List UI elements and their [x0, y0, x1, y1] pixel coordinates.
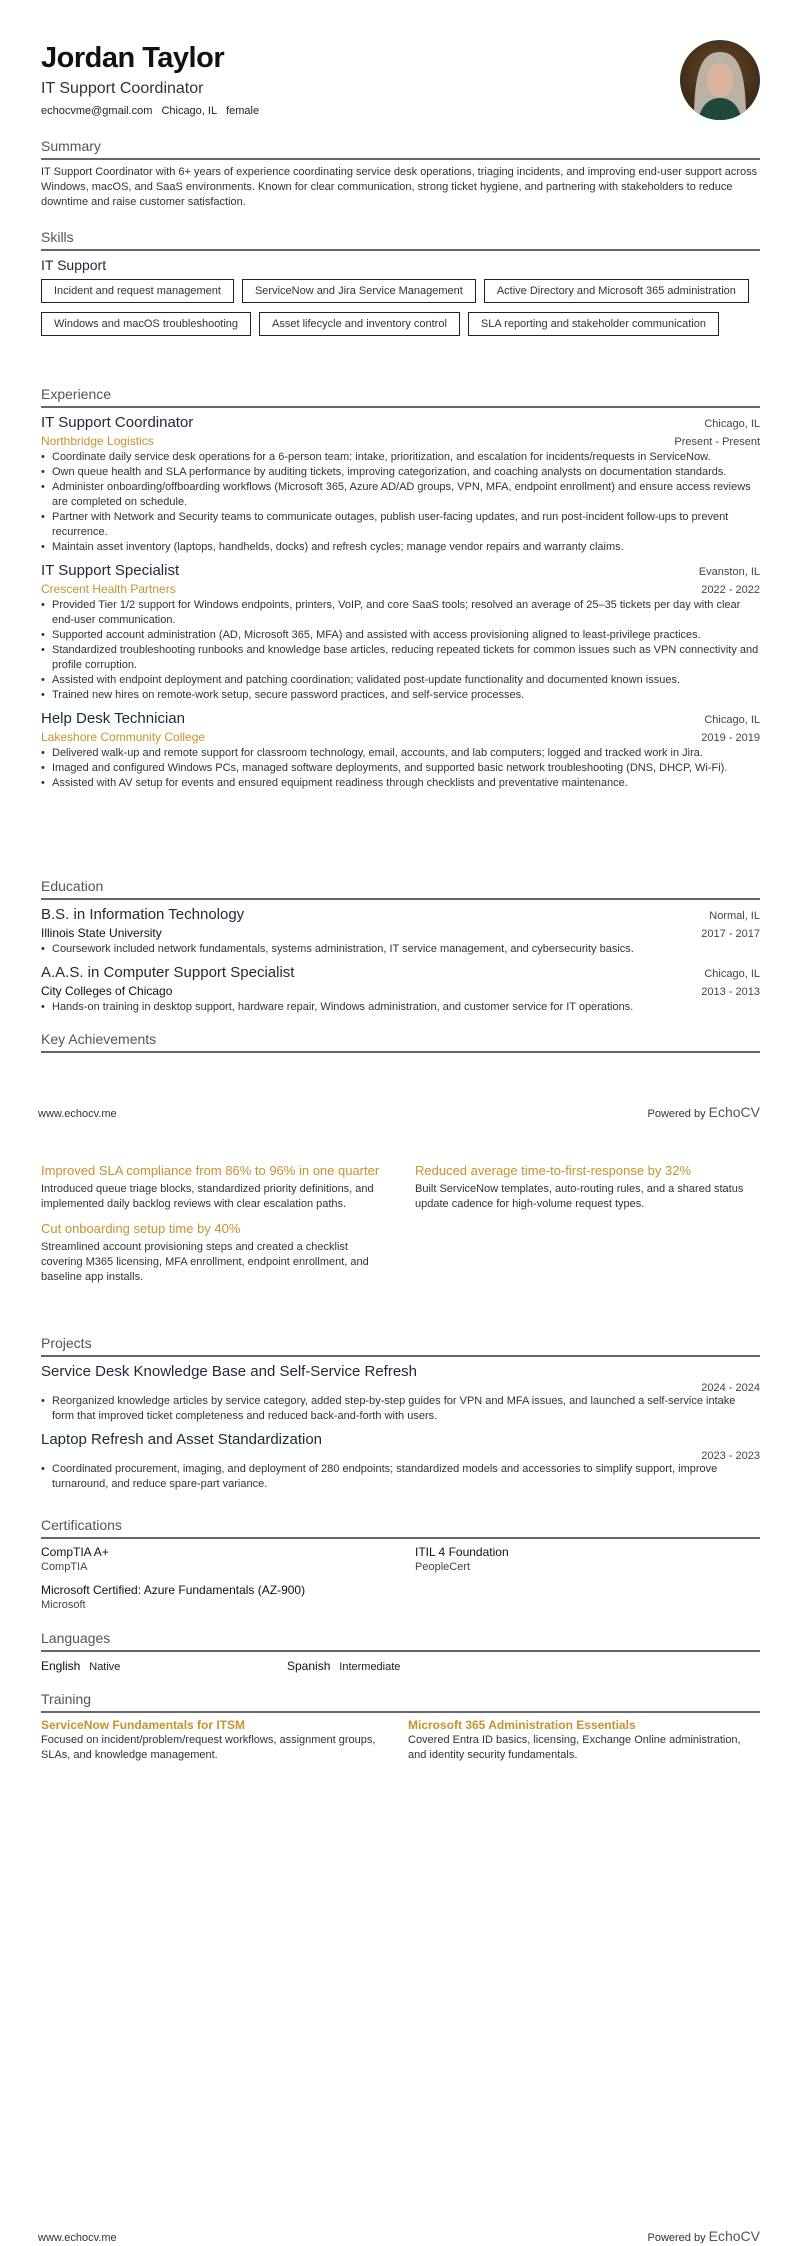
section-heading: Projects — [41, 1334, 760, 1357]
powered-by: Powered by EchoCV — [647, 2228, 760, 2244]
bullet: • Assisted with endpoint deployment and patching coordination; validated post-update functionality and documented known issues. — [41, 673, 760, 688]
skill-chip: ServiceNow and Jira Service Management — [242, 279, 476, 303]
section-heading: Education — [41, 877, 760, 900]
cert-issuer: CompTIA — [41, 1561, 88, 1573]
candidate-name: Jordan Taylor — [41, 42, 225, 74]
job-title: Help Desk Technician — [41, 710, 185, 727]
contact-info — [41, 105, 760, 117]
echocv-logo[interactable]: EchoCV — [708, 2228, 760, 2244]
language-name: English — [41, 1659, 81, 1673]
profile-photo — [680, 40, 760, 120]
summary-text: IT Support Coordinator with 6+ years of experience coordinating service desk operations, triaging incidents, and improving end-user support across Windows, macOS, and SaaS environments. Known for clear communication, strong ticket hygiene, and partnering with stakeholders to reduce downtime and raise customer satisfaction. — [41, 166, 758, 208]
job-entry — [41, 413, 760, 555]
resume-header — [41, 41, 760, 117]
experience-section — [41, 385, 760, 797]
page-footer — [38, 1104, 760, 1120]
training-text: Covered Entra ID basics, licensing, Exchange Online administration, and identity security fundamentals. — [408, 1734, 741, 1761]
section-heading: Summary — [41, 137, 760, 160]
project-dates: 2023 - 2023 — [701, 1450, 760, 1462]
certification-item — [415, 1544, 760, 1582]
achievement-text: Built ServiceNow templates, auto-routing rules, and a shared status update cadence for high-volume request types. — [415, 1183, 744, 1210]
achievement-title: Improved SLA compliance from 86% to 96% in one quarter — [41, 1163, 380, 1178]
skills-section — [41, 228, 760, 336]
cert-issuer: PeopleCert — [415, 1561, 471, 1573]
language-level: Intermediate — [339, 1661, 401, 1673]
section-heading: Experience — [41, 385, 760, 408]
skill-chip: Active Directory and Microsoft 365 administration — [484, 279, 749, 303]
bullet: • Coursework included network fundamentals, systems administration, IT service management, and cybersecurity basics. — [41, 942, 760, 957]
candidate-title: IT Support Coordinator — [41, 80, 204, 97]
edu-location: Chicago, IL — [704, 968, 760, 980]
project-dates: 2024 - 2024 — [701, 1382, 760, 1394]
company: Lakeshore Community College — [41, 730, 206, 744]
bullet: • Supported account administration (AD, Microsoft 365, MFA) and assisted with access provisioning aligned to least-privilege practices. — [41, 628, 760, 643]
section-heading: Training — [41, 1690, 760, 1713]
project-title: Service Desk Knowledge Base and Self-Service Refresh — [41, 1363, 418, 1380]
section-heading: Key Achievements — [41, 1030, 760, 1053]
school: City Colleges of Chicago — [41, 984, 173, 998]
job-location: Chicago, IL — [704, 714, 760, 726]
achievements-section — [41, 1162, 760, 1285]
school: Illinois State University — [41, 926, 162, 940]
cert-name: Microsoft Certified: Azure Fundamentals (AZ-900) — [41, 1583, 306, 1597]
job-dates: 2022 - 2022 — [701, 584, 760, 596]
training-item — [41, 1718, 386, 1763]
edu-dates: 2017 - 2017 — [701, 928, 760, 940]
achievement-title: Cut onboarding setup time by 40% — [41, 1221, 241, 1236]
job-entry — [41, 709, 760, 791]
education-entry — [41, 963, 760, 1015]
projects-section — [41, 1334, 760, 1498]
education-section — [41, 877, 760, 1021]
job-location: Chicago, IL — [704, 418, 760, 430]
achievement-text: Introduced queue triage blocks, standardized priority definitions, and implemented daily backlog reviews with clear escalation paths. — [41, 1183, 374, 1210]
language-item — [287, 1657, 400, 1675]
footer-site-link[interactable]: www.echocv.me — [38, 1108, 117, 1120]
achievement-title: Reduced average time-to-first-response by 32% — [415, 1163, 692, 1178]
training-item — [408, 1718, 760, 1763]
company: Crescent Health Partners — [41, 582, 176, 596]
skill-chip: SLA reporting and stakeholder communication — [468, 312, 719, 336]
bullet: • Assisted with AV setup for events and ensured equipment readiness through checklists and preventative maintenance. — [41, 776, 760, 791]
edu-dates: 2013 - 2013 — [701, 986, 760, 998]
job-title: IT Support Specialist — [41, 562, 180, 579]
job-dates: Present - Present — [674, 436, 760, 448]
bullet: • Trained new hires on remote-work setup, secure password practices, and self-service processes. — [41, 688, 760, 703]
bullet: • Provided Tier 1/2 support for Windows endpoints, printers, VoIP, and core SaaS tools; resolved an average of 25–35 tickets per day with clear end-user communication. — [41, 598, 760, 628]
bullet: • Coordinate daily service desk operations for a 6-person team: intake, prioritization, and escalation for incidents/requests in ServiceNow. — [41, 450, 760, 465]
degree: A.A.S. in Computer Support Specialist — [41, 964, 295, 981]
bullet: • Delivered walk-up and remote support for classroom technology, email, accounts, and lab computers; logged and tracked work in Jira. — [41, 746, 760, 761]
edu-location: Normal, IL — [709, 910, 760, 922]
skill-chip: Incident and request management — [41, 279, 234, 303]
powered-by: Powered by EchoCV — [647, 1104, 760, 1120]
skill-chip: Windows and macOS troubleshooting — [41, 312, 251, 336]
bullet: • Administer onboarding/offboarding workflows (Microsoft 365, Azure AD/AD groups, VPN, MFA, endpoint enrollment) and ensure access reviews are completed on schedule. — [41, 480, 760, 510]
page-footer — [38, 2228, 760, 2244]
location: Chicago, IL — [161, 105, 218, 117]
cert-issuer: Microsoft — [41, 1599, 86, 1611]
achievement-text: Streamlined account provisioning steps and created a checklist covering M365 licensing, MFA enrollment, endpoint enrollment, and baseline app installs. — [41, 1241, 369, 1283]
job-dates: 2019 - 2019 — [701, 732, 760, 744]
achievement-item — [41, 1220, 386, 1285]
section-heading: Certifications — [41, 1516, 760, 1539]
job-entry — [41, 561, 760, 703]
skill-group-title: IT Support — [41, 257, 107, 273]
degree: B.S. in Information Technology — [41, 906, 245, 923]
language-name: Spanish — [287, 1659, 331, 1673]
achievements-heading-block — [41, 1030, 760, 1058]
education-entry — [41, 905, 760, 957]
language-item — [41, 1657, 287, 1675]
bullet: • Hands-on training in desktop support, hardware repair, Windows administration, and customer service for IT operations. — [41, 1000, 760, 1015]
language-level: Native — [89, 1661, 121, 1673]
bullet: • Standardized troubleshooting runbooks and knowledge base articles, reducing repeated tickets for common issues such as VPN connectivity and profile corruption. — [41, 643, 760, 673]
email[interactable]: echocvme@gmail.com — [41, 105, 153, 117]
training-text: Focused on incident/problem/request workflows, assignment groups, SLAs, and knowledge management. — [41, 1734, 376, 1761]
job-location: Evanston, IL — [698, 566, 760, 578]
bullet: • Own queue health and SLA performance by auditing tickets, improving categorization, and coaching analysts on documentation standards. — [41, 465, 760, 480]
bullet: • Coordinated procurement, imaging, and deployment of 280 endpoints; standardized models and accessories to simplify support, improve turnaround, and reduce spare-part variance. — [41, 1462, 760, 1492]
achievement-item — [41, 1162, 386, 1212]
gender: female — [226, 105, 260, 117]
bullet: • Partner with Network and Security teams to communicate outages, publish user-facing updates, and run post-incident follow-ups to prevent recurrence. — [41, 510, 760, 540]
project-title: Laptop Refresh and Asset Standardization — [41, 1431, 323, 1448]
certification-item — [41, 1544, 386, 1582]
section-heading: Skills — [41, 228, 760, 251]
cert-name: ITIL 4 Foundation — [415, 1545, 509, 1559]
skill-chip: Asset lifecycle and inventory control — [259, 312, 460, 336]
achievement-item — [415, 1162, 760, 1212]
bullet: • Imaged and configured Windows PCs, managed software deployments, and supported basic network troubleshooting (DNS, DHCP, Wi-Fi). — [41, 761, 760, 776]
section-heading: Languages — [41, 1629, 760, 1652]
echocv-logo[interactable]: EchoCV — [708, 1104, 760, 1120]
company: Northbridge Logistics — [41, 434, 154, 448]
bullet: • Reorganized knowledge articles by service category, added step-by-step guides for VPN and MFA issues, and launched a self-service intake form that improved ticket completeness and reduced back-and-forth with users. — [41, 1394, 760, 1424]
job-title: IT Support Coordinator — [41, 414, 194, 431]
summary-section — [41, 137, 760, 210]
certifications-section — [41, 1516, 760, 1620]
project-entry — [41, 1430, 760, 1492]
languages-section — [41, 1629, 760, 1675]
bullet: • Maintain asset inventory (laptops, handhelds, docks) and refresh cycles; manage vendor repairs and warranty claims. — [41, 540, 760, 555]
project-entry — [41, 1362, 760, 1424]
training-section — [41, 1690, 760, 1763]
certification-item — [41, 1582, 386, 1620]
training-title: ServiceNow Fundamentals for ITSM — [41, 1718, 246, 1732]
training-title: Microsoft 365 Administration Essentials — [408, 1718, 636, 1732]
footer-site-link[interactable]: www.echocv.me — [38, 2232, 117, 2244]
cert-name: CompTIA A+ — [41, 1545, 109, 1559]
